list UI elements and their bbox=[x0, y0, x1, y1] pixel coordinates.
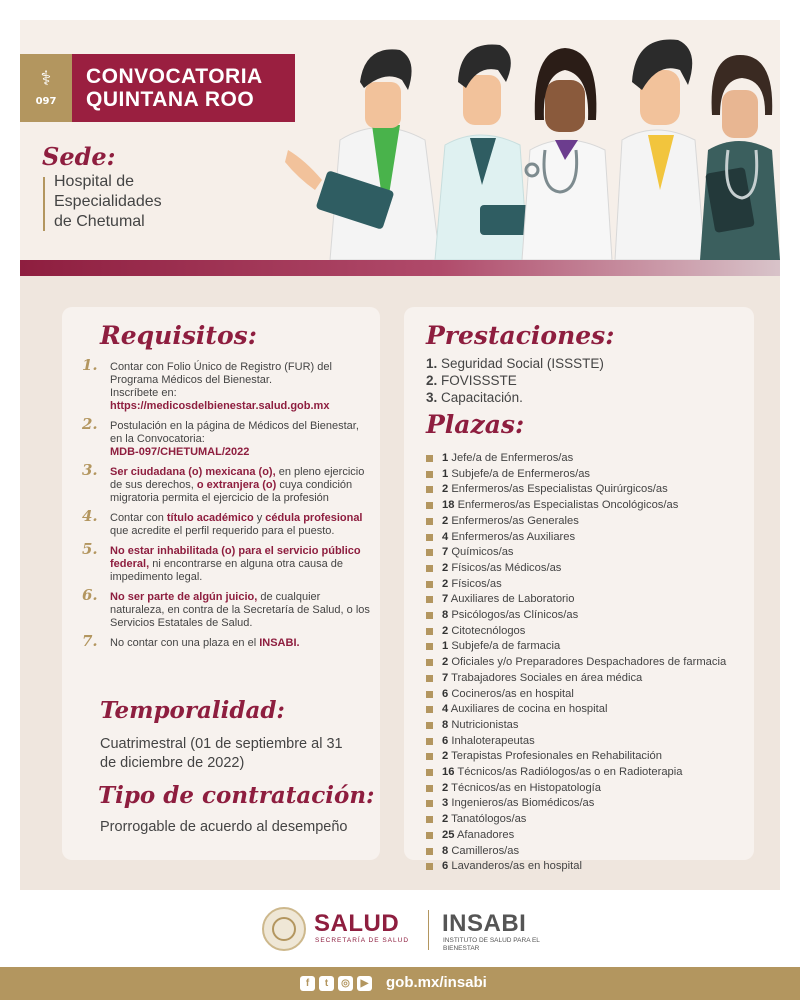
bullet-square-icon bbox=[426, 753, 433, 760]
bullet-square-icon bbox=[426, 565, 433, 572]
plaza-item bbox=[426, 796, 746, 812]
bullet-square-icon bbox=[426, 628, 433, 635]
badge-number: 097 bbox=[35, 96, 57, 107]
plaza-label: Terapistas Profesionales en Rehabilitación bbox=[451, 750, 662, 763]
plaza-label: Técnicos/as Radiólogos/as o en Radioterapia bbox=[457, 766, 683, 779]
requisito-number: 5. bbox=[82, 540, 98, 558]
doctor-1-figure bbox=[285, 49, 440, 260]
youtube-icon[interactable]: ▶ bbox=[357, 976, 372, 991]
plaza-count: 2 bbox=[442, 624, 449, 637]
bullet-square-icon bbox=[426, 643, 433, 650]
requisito-text: Postulación en la página de Médicos del Bienestar, en la Convocatoria: MDB-097/CHETUMAL/2022 bbox=[110, 420, 359, 458]
plaza-label: Psicólogos/as Clínicos/as bbox=[451, 609, 579, 622]
requisito-item bbox=[82, 415, 374, 459]
plaza-count: 8 bbox=[442, 844, 449, 857]
requisito-text: No contar con una plaza en el INSABI. bbox=[110, 637, 300, 649]
sede-title: Sede: bbox=[42, 142, 116, 171]
footer-url-link[interactable]: gob.mx/insabi bbox=[386, 974, 487, 991]
plaza-label: Inhaloterapeutas bbox=[451, 734, 535, 747]
prestacion-text: Capacitación. bbox=[441, 390, 523, 405]
convocatoria-badge bbox=[20, 54, 295, 122]
mexico-seal-icon bbox=[262, 907, 306, 951]
tipo-contratacion-title: Tipo de contratación: bbox=[98, 782, 375, 809]
plaza-item bbox=[426, 702, 746, 718]
prestacion-item bbox=[426, 372, 604, 389]
twitter-icon[interactable]: t bbox=[319, 976, 334, 991]
requisito-text: Ser ciudadana (o) mexicana (o), en pleno ejercicio de sus derechos, o extranjera (o) cuya condición migratoria permita el ejercicio de la profesión bbox=[110, 466, 365, 504]
plaza-count: 7 bbox=[442, 671, 449, 684]
plaza-label: Jefe/a de Enfermeros/as bbox=[451, 452, 574, 464]
tipo-contratacion-text: Prorrogable de acuerdo al desempeño bbox=[100, 819, 348, 835]
plaza-label: Enfermeros/as Especialistas Quirúrgicos/as bbox=[451, 483, 668, 496]
bullet-square-icon bbox=[426, 800, 433, 807]
requisito-item bbox=[82, 586, 374, 630]
insabi-logo-text: INSABI bbox=[442, 910, 527, 937]
plaza-label: Físicos/as Médicos/as bbox=[451, 561, 562, 574]
bullet-square-icon bbox=[426, 863, 433, 870]
plaza-label: Subjefe/a de farmacia bbox=[451, 640, 561, 653]
plaza-count: 2 bbox=[442, 561, 449, 574]
facebook-icon[interactable]: f bbox=[300, 976, 315, 991]
doctor-5-figure bbox=[700, 55, 780, 260]
bullet-square-icon bbox=[426, 675, 433, 682]
plaza-label: Químicos/as bbox=[451, 546, 514, 559]
plaza-label: Técnicos/as en Histopatología bbox=[451, 781, 602, 794]
plaza-item bbox=[426, 530, 746, 546]
requisito-number: 7. bbox=[82, 632, 98, 650]
plaza-count: 1 bbox=[442, 467, 449, 480]
plaza-label: Ingenieros/as Biomédicos/as bbox=[451, 797, 595, 810]
plaza-count: 25 bbox=[442, 828, 455, 841]
plaza-label: Afanadores bbox=[456, 828, 515, 841]
plaza-item bbox=[426, 859, 746, 875]
plaza-count: 6 bbox=[442, 734, 449, 747]
plaza-count: 16 bbox=[442, 766, 455, 779]
bullet-square-icon bbox=[426, 581, 433, 588]
plaza-item bbox=[426, 451, 746, 467]
requisito-item bbox=[82, 540, 374, 584]
requisito-item bbox=[82, 507, 374, 538]
plaza-label: Auxiliares de Laboratorio bbox=[450, 593, 575, 606]
plaza-label: Camilleros/as bbox=[451, 844, 520, 857]
sede-line-3: de Chetumal bbox=[54, 213, 145, 230]
badge-number-box bbox=[20, 54, 72, 122]
bullet-square-icon bbox=[426, 816, 433, 823]
plaza-count: 1 bbox=[442, 452, 449, 464]
logo-divider bbox=[428, 910, 429, 950]
prestaciones-title: Prestaciones: bbox=[426, 321, 615, 350]
hero-color-band bbox=[20, 260, 780, 276]
prestacion-item bbox=[426, 389, 604, 406]
plaza-item bbox=[426, 545, 746, 561]
badge-title-line1: CONVOCATORIA bbox=[86, 65, 263, 88]
requisitos-title: Requisitos: bbox=[100, 321, 257, 350]
plaza-label: Subjefe/a de Enfermeros/as bbox=[451, 467, 591, 480]
requisito-number: 1. bbox=[82, 356, 98, 374]
plaza-count: 2 bbox=[442, 750, 449, 763]
requisito-text: No estar inhabilitada (o) para el servicio público federal, ni encontrarse en alguna otra causa de impedimento legal. bbox=[110, 545, 361, 583]
plaza-label: Cocineros/as en hospital bbox=[451, 687, 574, 700]
bullet-square-icon bbox=[426, 738, 433, 745]
bullet-square-icon bbox=[426, 471, 433, 478]
requisito-number: 6. bbox=[82, 586, 98, 604]
bullet-square-icon bbox=[426, 502, 433, 509]
bullet-square-icon bbox=[426, 455, 433, 462]
plaza-item bbox=[426, 828, 746, 844]
salud-logo-subtitle: SECRETARÍA DE SALUD bbox=[315, 937, 410, 944]
prestacion-text: FOVISSSTE bbox=[441, 373, 517, 388]
requisito-text: Contar con título académico y cédula profesional que acredite el perfil requerido para el puesto. bbox=[110, 512, 363, 537]
plaza-item bbox=[426, 781, 746, 797]
doctor-3-figure bbox=[522, 48, 612, 260]
plaza-label: Lavanderos/as en hospital bbox=[451, 860, 582, 873]
temporalidad-title: Temporalidad: bbox=[100, 697, 285, 724]
doctor-4-figure bbox=[615, 40, 705, 260]
plaza-label: Físicos/as bbox=[451, 577, 502, 590]
temporalidad-text: Cuatrimestral (01 de septiembre al 31 de diciembre de 2022) bbox=[100, 736, 343, 771]
plaza-item bbox=[426, 561, 746, 577]
bullet-square-icon bbox=[426, 691, 433, 698]
plaza-label: Trabajadores Sociales en área médica bbox=[451, 671, 643, 684]
prestacion-number: 1. bbox=[426, 356, 438, 371]
benefits-positions-card bbox=[404, 307, 754, 873]
caduceus-icon: ⚕ bbox=[40, 66, 52, 90]
sede-line-2: Especialidades bbox=[54, 193, 162, 210]
logos-bar bbox=[0, 898, 800, 960]
requisito-item bbox=[82, 632, 374, 650]
bullet-square-icon bbox=[426, 706, 433, 713]
insabi-logo-subtitle: INSTITUTO DE SALUD PARA EL BIENESTAR bbox=[443, 937, 540, 952]
badge-title bbox=[86, 65, 263, 111]
sede-divider bbox=[43, 177, 45, 231]
badge-title-line2: QUINTANA ROO bbox=[86, 88, 255, 111]
prestacion-text: Seguridad Social (ISSSTE) bbox=[441, 356, 604, 371]
bullet-square-icon bbox=[426, 596, 433, 603]
bullet-square-icon bbox=[426, 769, 433, 776]
plaza-count: 2 bbox=[442, 514, 449, 527]
plaza-item bbox=[426, 577, 746, 593]
plaza-item bbox=[426, 639, 746, 655]
bullet-square-icon bbox=[426, 518, 433, 525]
bullet-square-icon bbox=[426, 534, 433, 541]
plaza-count: 7 bbox=[442, 593, 449, 606]
plaza-count: 2 bbox=[442, 577, 449, 590]
requisito-text: No ser parte de algún juicio, de cualquier naturaleza, en contra de la Secretaría de Salud, o los Servicios Estatales de Salud. bbox=[110, 591, 370, 629]
requisito-number: 4. bbox=[82, 507, 98, 525]
plaza-item bbox=[426, 671, 746, 687]
plazas-title: Plazas: bbox=[426, 410, 525, 439]
plaza-count: 3 bbox=[442, 797, 449, 810]
plaza-label: Enfermeros/as Auxiliares bbox=[451, 530, 576, 543]
plaza-count: 18 bbox=[442, 499, 455, 512]
requisito-text: Contar con Folio Único de Registro (FUR) del Programa Médicos del Bienestar. Inscríbete en: https://medicosdelbienestar.salud.gob.mx bbox=[110, 361, 332, 412]
plaza-item bbox=[426, 608, 746, 624]
plaza-item bbox=[426, 812, 746, 828]
plaza-label: Enfermeros/as Especialistas Oncológicos/as bbox=[457, 499, 679, 512]
plaza-count: 2 bbox=[442, 483, 449, 496]
plaza-item bbox=[426, 467, 746, 483]
requisito-item bbox=[82, 461, 374, 505]
plaza-item bbox=[426, 687, 746, 703]
plaza-label: Tanatólogos/as bbox=[451, 813, 527, 826]
hero-banner bbox=[20, 20, 780, 260]
bullet-square-icon bbox=[426, 549, 433, 556]
bullet-square-icon bbox=[426, 785, 433, 792]
plaza-item bbox=[426, 734, 746, 750]
plaza-item bbox=[426, 498, 746, 514]
plaza-count: 6 bbox=[442, 860, 449, 873]
bullet-square-icon bbox=[426, 848, 433, 855]
plaza-label: Enfermeros/as Generales bbox=[451, 514, 579, 527]
poster bbox=[20, 20, 780, 890]
medical-staff-illustration bbox=[260, 20, 780, 260]
plaza-label: Citotecnólogos bbox=[451, 624, 526, 637]
plaza-count: 4 bbox=[442, 703, 449, 716]
bullet-square-icon bbox=[426, 832, 433, 839]
requisitos-list bbox=[82, 356, 374, 650]
plaza-label: Auxiliares de cocina en hospital bbox=[450, 703, 608, 716]
sede-text bbox=[54, 172, 254, 232]
sede-line-1: Hospital de bbox=[54, 173, 135, 190]
salud-logo-text: SALUD bbox=[314, 910, 400, 937]
plaza-item bbox=[426, 624, 746, 640]
plaza-count: 2 bbox=[442, 813, 449, 826]
requisito-number: 2. bbox=[82, 415, 98, 433]
plaza-item bbox=[426, 749, 746, 765]
requisito-item bbox=[82, 356, 374, 413]
instagram-icon[interactable]: ◎ bbox=[338, 976, 353, 991]
plaza-item bbox=[426, 718, 746, 734]
plaza-count: 1 bbox=[442, 640, 449, 653]
plaza-label: Nutricionistas bbox=[451, 718, 519, 731]
prestacion-number: 2. bbox=[426, 373, 438, 388]
plaza-count: 2 bbox=[442, 656, 449, 669]
bullet-square-icon bbox=[426, 659, 433, 666]
doctor-2-figure bbox=[435, 44, 538, 260]
plaza-item bbox=[426, 765, 746, 781]
plaza-count: 2 bbox=[442, 781, 449, 794]
plaza-item bbox=[426, 655, 746, 671]
footer-bar bbox=[0, 967, 800, 1000]
plaza-item bbox=[426, 592, 746, 608]
plazas-list bbox=[426, 451, 746, 875]
plaza-count: 4 bbox=[442, 530, 449, 543]
requirements-card bbox=[62, 307, 380, 860]
social-icons bbox=[300, 976, 372, 991]
bullet-square-icon bbox=[426, 486, 433, 493]
plaza-count: 7 bbox=[442, 546, 449, 559]
prestaciones-list bbox=[426, 355, 604, 406]
plaza-item bbox=[426, 514, 746, 530]
prestacion-number: 3. bbox=[426, 390, 438, 405]
plaza-count: 8 bbox=[442, 609, 449, 622]
bullet-square-icon bbox=[426, 612, 433, 619]
plaza-count: 8 bbox=[442, 718, 449, 731]
plaza-item bbox=[426, 844, 746, 860]
requisito-number: 3. bbox=[82, 461, 98, 479]
bullet-square-icon bbox=[426, 722, 433, 729]
plaza-item bbox=[426, 482, 746, 498]
plaza-count: 6 bbox=[442, 687, 449, 700]
plaza-label: Oficiales y/o Preparadores Despachadores de farmacia bbox=[451, 656, 727, 669]
prestacion-item bbox=[426, 355, 604, 372]
